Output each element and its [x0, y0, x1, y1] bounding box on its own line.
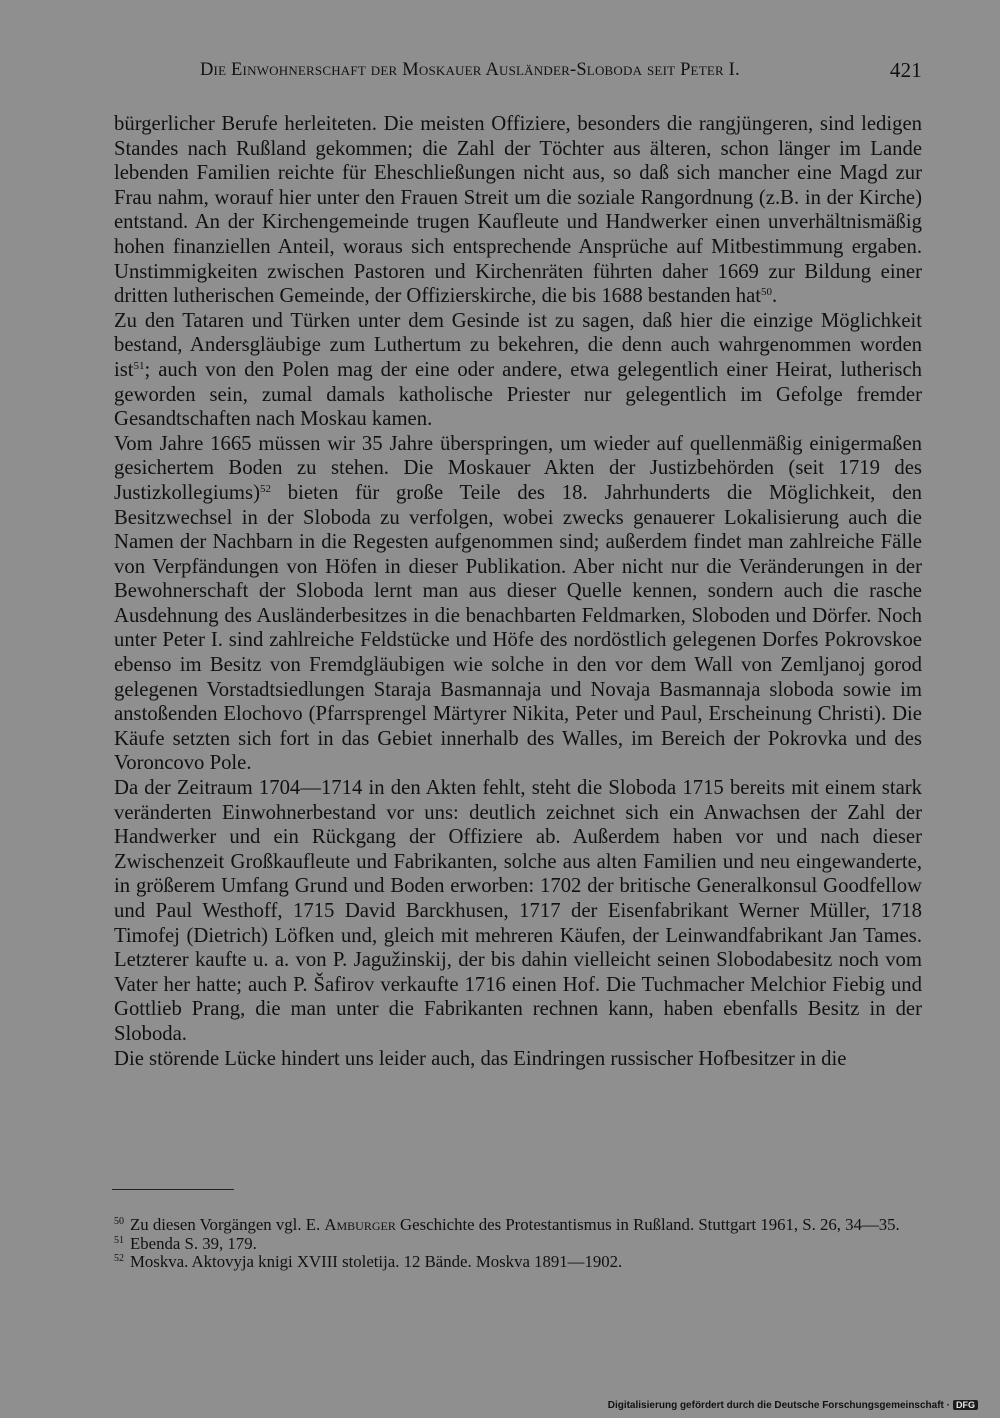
paragraph-2-text: Zu den Tataren und Türken unter dem Gesinde ist zu sagen, daß hier die einzige Möglichkeit bestand, Andersgläubige zum Luthertum zu bekehren, die denn auch wahrgenommen worden ist — [114, 309, 922, 381]
paragraph-3 — [114, 432, 922, 776]
running-title: Die Einwohnerschaft der Moskauer Ausländer-Sloboda seit Peter I. — [200, 60, 740, 80]
footnote-ref-51: 51 — [133, 359, 145, 372]
footnote-text: Moskva. Aktovyja knigi XVIII stoletija. 12 Bände. Moskva 1891—1902. — [130, 1252, 623, 1272]
credit-text: Digitalisierung gefördert durch die Deutsche Forschungsgemeinschaft · — [607, 1400, 950, 1411]
footnote-author: Amburger — [324, 1215, 396, 1234]
footnote-number: 50 — [114, 1216, 124, 1227]
footnote-number: 51 — [114, 1234, 124, 1246]
digitization-credit — [608, 1400, 978, 1411]
paragraph-5: Die störende Lücke hindert uns leider auch, das Eindringen russischer Hofbesitzer in die — [114, 1047, 847, 1070]
paragraph-1-text: bürgerlicher Berufe herleiteten. Die meisten Offiziere, besonders die rangjüngeren, sind ledigen Standes nach Rußland gekommen; die Zahl der Töchter aus älteren, schon länger im Lande lebenden Familien reichte für Eheschließungen nicht aus, so daß sich mancher eine Magd zur Frau nahm, worauf hier unter den Frauen Streit um die soziale Rangordnung (z.B. in der Kirche) entstand. An der Kirchengemeinde trugen Kaufleute und Handwerker einen unverhältnismäßig hohen finanziellen Anteil, woraus sich entsprechende Ansprüche auf Mitbestimmung ergaben. Unstimmigkeiten zwischen Pastoren und Kirchenräten führten daher 1669 zur Bildung einer dritten lutherischen Gemeinde, der Offizierskirche, die bis 1688 bestanden hat — [114, 113, 922, 308]
page-number: 421 — [889, 58, 922, 82]
footnote-51 — [114, 1235, 922, 1254]
footnote-number: 52 — [114, 1253, 124, 1265]
paragraph-1-end: . — [772, 285, 778, 308]
paragraph-1 — [114, 112, 922, 309]
paragraph-2-end: ; auch von den Polen mag der eine oder andere, etwa gelegentlich einer Heirat, lutherisch geworden sein, zumal damals katholische Priester nur gelegentlich im Gefolge fremder Gesandtschaften nach Moskau kamen. — [114, 358, 922, 431]
running-head — [112, 58, 922, 88]
footnote-text: Ebenda S. 39, 179. — [130, 1233, 257, 1253]
paragraph-3-text: Vom Jahre 1665 müssen wir 35 Jahre überspringen, um wieder auf quellenmäßig einigermaßen gesichertem Boden zu stehen. Die Moskauer Akten der Justizbehörden (seit 1719 des Justizkollegiums) — [114, 432, 922, 504]
footnote-ref-50: 50 — [761, 286, 773, 299]
paragraph-3-end: bieten für große Teile des 18. Jahrhunderts die Möglichkeit, den Besitzwechsel in der Sloboda zu verfolgen, wobei zwecks genauerer Lokalisierung auch die Namen der Nachbarn in die Regesten aufgenommen sind; außerdem findet man zahlreiche Fälle von Verpfändungen von Höfen in dieser Publikation. Aber nicht nur die Veränderungen in der Bewohnerschaft der Sloboda lernt man aus dieser Quelle kennen, sondern auch die rasche Ausdehnung des Ausländerbesitzes in die benachbarten Feldmarken, Sloboden und Dörfer. Noch unter Peter I. sind zahlreiche Feldstücke und Höfe des nordöstlich gelegenen Dorfes Pokrovskoe ebenso im Besitz von Fremdgläubigen wie solche in den vor dem Wall von Zemljanoj gorod gelegenen Vorstadtsiedlungen Staraja Basmannaja und Novaja Basmannaja sloboda sowie im anstoßenden Elochovo (Pfarrsprengel Märtyrer Nikita, Peter und Paul, Erscheinung Christi). Die Käufe setzten sich fort in das Gebiet innerhalb des Walles, im Bereich der Pokrovka und des Voroncovo Pole. — [114, 481, 922, 775]
footnote-text-end: Geschichte des Protestantismus in Rußland. Stuttgart 1961, S. 26, 34—35. — [395, 1215, 900, 1234]
paragraph-4: Da der Zeitraum 1704—1714 in den Akten fehlt, steht die Sloboda 1715 bereits mit einem stark veränderten Einwohnerbestand vor uns: deutlich zeichnet sich ein Anwachsen der Zahl der Handwerker und ein Rückgang der Offiziere ab. Außerdem haben vor und nach dieser Zwischenzeit Großkaufleute und Fabrikanten, solche aus alten Familien und neu eingewanderte, in größerem Umfang Grund und Boden erworben: 1702 der britische Generalkonsul Goodfellow und Paul Westhoff, 1715 David Barckhusen, 1717 der Eisenfabrikant Werner Müller, 1718 Timofej (Dietrich) Löfken und, gleich mit mehreren Käufen, der Leinwandfabrikant Jan Tames. Letzterer kaufte u. a. von P. Jagužinskij, der bis dahin vielleicht seinen Slobodabesitz noch vom Vater her hatte; auch P. Šafirov verkaufte 1716 einen Hof. Die Tuchmacher Melchior Fiebig und Gottlieb Prang, die man unter die Fabrikanten rechnen kann, haben ebenfalls Besitz in der Sloboda. — [114, 777, 922, 1045]
footnote-50 — [114, 1216, 922, 1235]
paragraph-2 — [114, 309, 922, 432]
body-text — [114, 112, 922, 1071]
footnote-text: Zu diesen Vorgängen vgl. E. — [130, 1215, 325, 1234]
footnotes — [114, 1216, 922, 1272]
dfg-logo: DFG — [953, 1400, 978, 1410]
footnote-52 — [114, 1253, 922, 1272]
footnote-rule — [112, 1189, 234, 1190]
footnote-ref-52: 52 — [259, 482, 271, 495]
